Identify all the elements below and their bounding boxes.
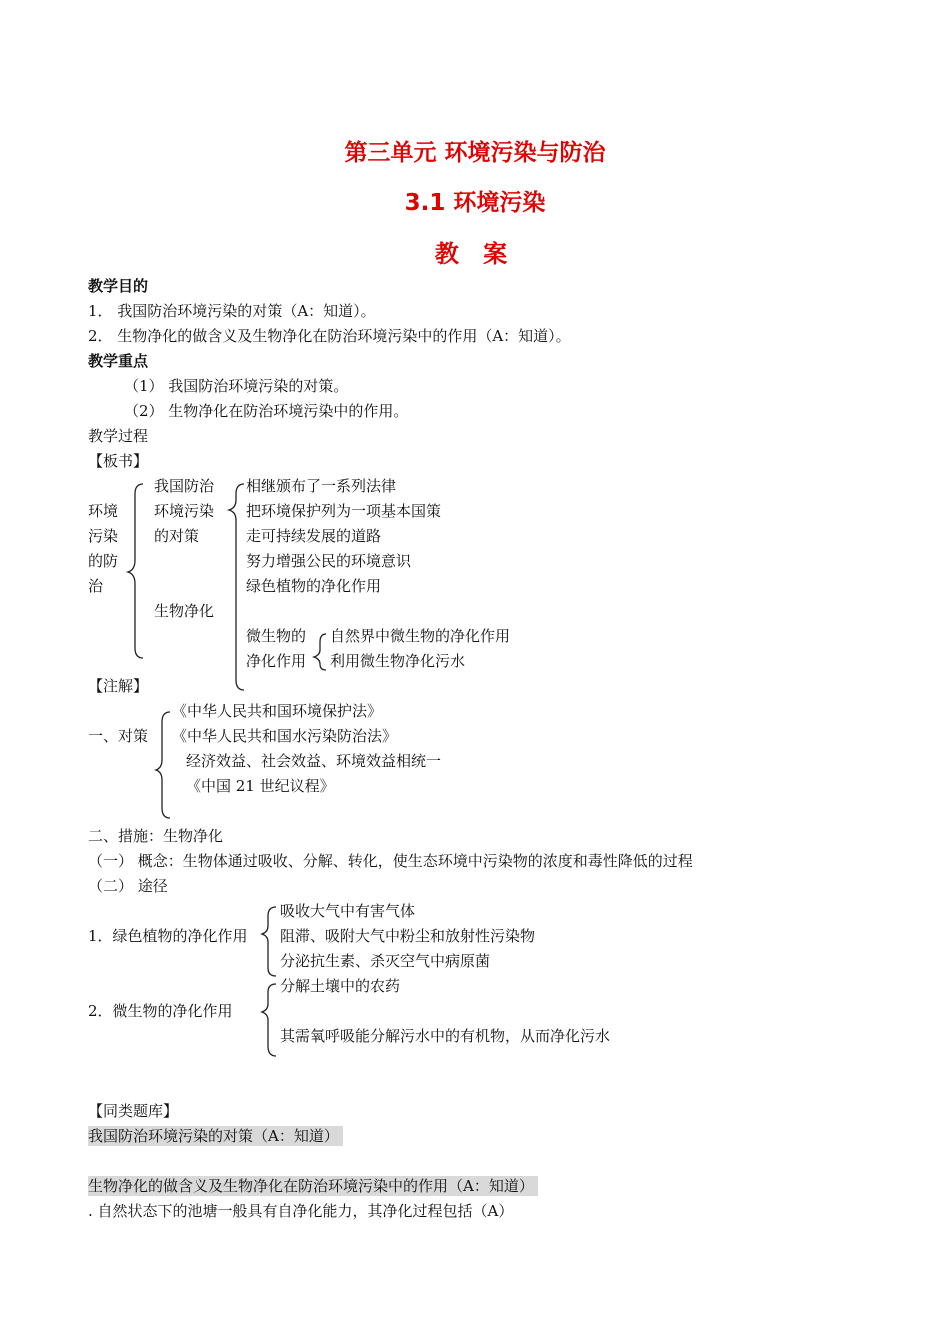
- notes-policy-label: 一、对策: [88, 727, 149, 745]
- notes-policy-item: 《中华人民共和国环境保护法》: [172, 702, 383, 720]
- board-policy-item: 相继颁布了一系列法律: [246, 477, 397, 495]
- board-policy-item: 努力增强公民的环境意识: [246, 552, 412, 570]
- board-root-line: 环境: [88, 502, 119, 520]
- board-bio-plant: 绿色植物的净化作用: [246, 577, 382, 595]
- brace-icon: [156, 712, 170, 818]
- board-policy-line: 环境污染: [154, 502, 215, 520]
- notes-micro: 2．微生物的净化作用: [88, 1002, 233, 1020]
- notes-paths: （二） 途径: [88, 877, 168, 895]
- notes-label: 【注解】: [88, 677, 149, 695]
- brace-icon: [128, 484, 143, 658]
- notes-path-item: 其需氧呼吸能分解污水中的有机物，从而净化污水: [280, 1027, 611, 1045]
- notes-policy-item: 经济效益、社会效益、环境效益相统一: [186, 752, 442, 770]
- brace-icon: [314, 634, 326, 670]
- key-point-item: （1） 我国防治环境污染的对策。: [124, 377, 349, 395]
- key-points-heading: 教学重点: [88, 352, 149, 370]
- question-topic-2: 生物净化的做含义及生物净化在防治环境污染中的作用（A：知道）: [88, 1176, 538, 1196]
- objectives-heading: 教学目的: [88, 277, 149, 295]
- board-policy-line: 的对策: [154, 527, 200, 545]
- board-root-line: 治: [88, 577, 104, 595]
- board-micro-item: 自然界中微生物的净化作用: [330, 627, 511, 645]
- board-policy-item: 把环境保护列为一项基本国策: [246, 502, 442, 520]
- board-policy-line: 我国防治: [154, 477, 215, 495]
- objective-item: 2． 生物净化的做含义及生物净化在防治环境污染中的作用（A：知道）。: [88, 327, 571, 345]
- notes-path-item: 吸收大气中有害气体: [280, 902, 416, 920]
- board-bio: 生物净化: [154, 602, 215, 620]
- question-bank-label: 【同类题库】: [88, 1102, 179, 1120]
- board-policy-item: 走可持续发展的道路: [246, 527, 382, 545]
- notes-policy-item: 《中华人民共和国水污染防治法》: [172, 727, 398, 745]
- question-1: . 自然状态下的池塘一般具有自净化能力，其净化过程包括（A）: [88, 1202, 514, 1220]
- brace-icon: [229, 484, 244, 690]
- notes-path-item: 分泌抗生素、杀灭空气中病原菌: [280, 952, 491, 970]
- notes-measures: 二、措施：生物净化: [88, 827, 224, 845]
- board-root-line: 污染: [88, 527, 119, 545]
- board-bio-micro-line: 微生物的: [246, 627, 307, 645]
- notes-policy-item: 《中国 21 世纪议程》: [186, 777, 335, 795]
- key-point-item: （2） 生物净化在防治环境污染中的作用。: [124, 402, 409, 420]
- board-label: 【板书】: [88, 452, 149, 470]
- notes-path-item: 分解土壤中的农药: [280, 977, 401, 995]
- objective-item: 1． 我国防治环境污染的对策（A：知道）。: [88, 302, 376, 320]
- brace-icon: [262, 907, 276, 976]
- notes-plant: 1．绿色植物的净化作用: [88, 927, 248, 945]
- question-topic-1: 我国防治环境污染的对策（A：知道）: [88, 1126, 343, 1146]
- process-heading: 教学过程: [88, 427, 149, 445]
- brace-icon: [262, 984, 276, 1056]
- board-bio-micro-line: 净化作用: [246, 652, 307, 670]
- section-title: 3.1 环境污染: [404, 190, 546, 216]
- lesson-plan-title: 教 案: [434, 240, 516, 268]
- board-root-line: 的防: [88, 552, 119, 570]
- notes-concept: （一） 概念：生物体通过吸收、分解、转化，使生态环境中污染物的浓度和毒性降低的过程: [88, 852, 693, 870]
- unit-title: 第三单元 环境污染与防治: [344, 140, 606, 166]
- board-micro-item: 利用微生物净化污水: [330, 652, 466, 670]
- notes-path-item: 阻滞、吸附大气中粉尘和放射性污染物: [280, 927, 536, 945]
